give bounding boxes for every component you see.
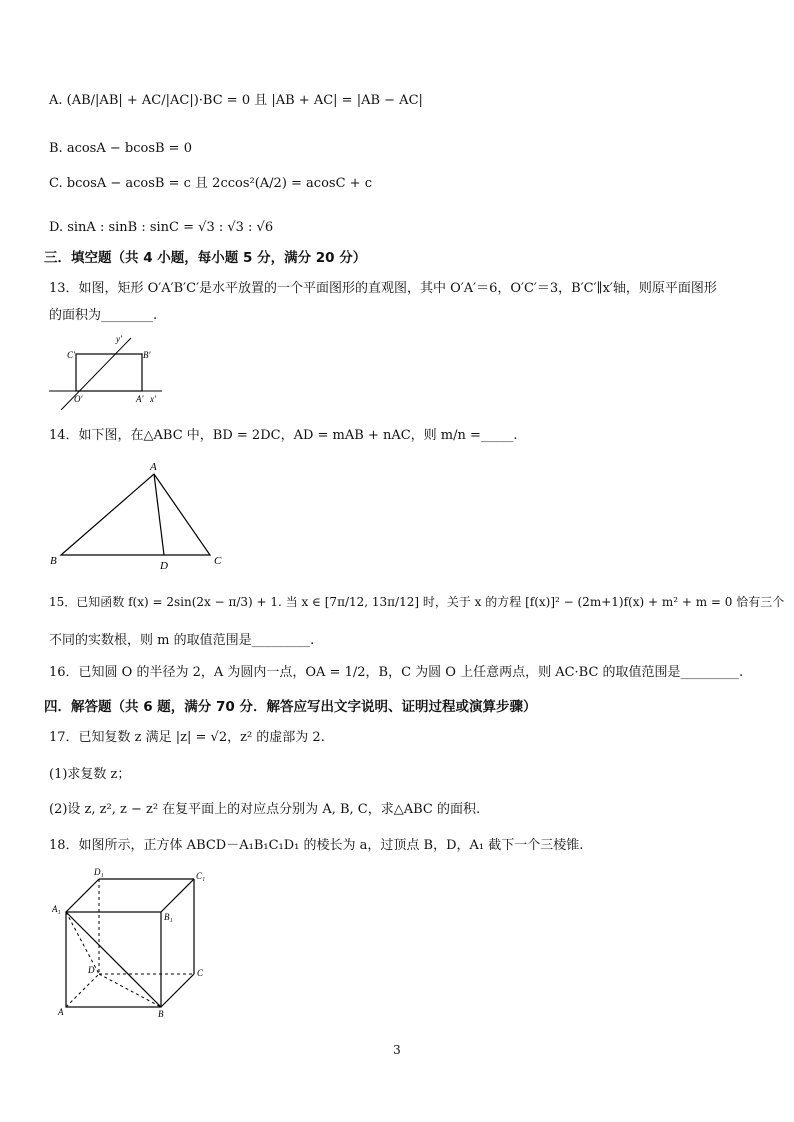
q18-label-c1: C₁ — [196, 871, 206, 881]
q18-label-a1: A₁ — [52, 904, 61, 914]
section-3-title: 三．填空题（共 4 小题，每小题 5 分，满分 20 分） — [44, 250, 367, 266]
q18-cube-figure — [44, 862, 224, 1022]
q18-label-d: D — [88, 965, 95, 975]
q18-label-d1: D₁ — [94, 867, 104, 877]
q18-stem: 18．如图所示，正方体 ABCD－A₁B₁C₁D₁ 的棱长为 a，过顶点 B，D，A₁ 截下一个三棱锥. — [49, 838, 584, 853]
q17-part2: (2)设 z, z², z − z² 在复平面上的对应点分别为 A, B, C，求△ABC 的面积. — [49, 802, 481, 817]
option-d: D. sinA : sinB : sinC = √3 : √3 : √6 — [49, 220, 274, 235]
q14-label-a: A — [150, 461, 157, 473]
q14-figure — [44, 458, 244, 573]
q13-label-a: A′ — [136, 394, 144, 404]
q13-line1: 13．如图，矩形 O′A′B′C′是水平放置的一个平面图形的直观图，其中 O′A′＝6，O′C′＝3，B′C′∥x′轴，则原平面图形 — [49, 281, 717, 296]
q13-label-y: y′ — [116, 334, 122, 344]
q17-stem: 17．已知复数 z 满足 |z| = √2，z² 的虚部为 2. — [49, 730, 325, 745]
page-number: 3 — [393, 1043, 401, 1057]
option-c: C. bcosA − acosB = c 且 2ccos²(A/2) = acosC + c — [49, 176, 372, 191]
q14-label-b: B — [50, 555, 57, 567]
q13-label-x: x′ — [150, 394, 156, 404]
q18-label-a: A — [58, 1007, 64, 1017]
option-a: A. (AB/|AB| + AC/|AC|)·BC = 0 且 |AB + AC| = |AB − AC| — [49, 93, 423, 108]
q15-line2: 不同的实数根，则 m 的取值范围是_________. — [49, 633, 315, 648]
q14-text: 14．如下图，在△ABC 中，BD = 2DC，AD = mAB + nAC，则 m/n =_____. — [49, 428, 518, 443]
q13-label-o: O′ — [74, 394, 83, 404]
q14-label-d: D — [160, 560, 168, 572]
q16-text: 16．已知圆 O 的半径为 2，A 为圆内一点，OA = 1/2，B，C 为圆 O 上任意两点，则 AC·BC 的取值范围是_________. — [49, 665, 744, 680]
option-b: B. acosA − bcosB = 0 — [49, 141, 192, 156]
q13-label-c: C′ — [67, 350, 75, 360]
q18-label-b1: B₁ — [164, 912, 173, 922]
q18-label-c: C — [197, 968, 204, 978]
q17-part1: (1)求复数 z； — [49, 767, 131, 782]
section-4-title: 四．解答题（共 6 题，满分 70 分．解答应写出文字说明、证明过程或演算步骤） — [44, 699, 537, 715]
q14-label-c: C — [214, 555, 222, 567]
q13-figure — [44, 330, 174, 410]
q13-label-b: B′ — [143, 350, 151, 360]
q18-label-b: B — [158, 1009, 164, 1019]
q15-line1: 15．已知函数 f(x) = 2sin(2x − π/3) + 1. 当 x ∈ [7π/12, 13π/12] 时，关于 x 的方程 [f(x)]² − (2m+1)f(x) + m² + m = 0 恰有三个 — [49, 595, 785, 609]
q13-line2: 的面积为________. — [49, 308, 158, 323]
